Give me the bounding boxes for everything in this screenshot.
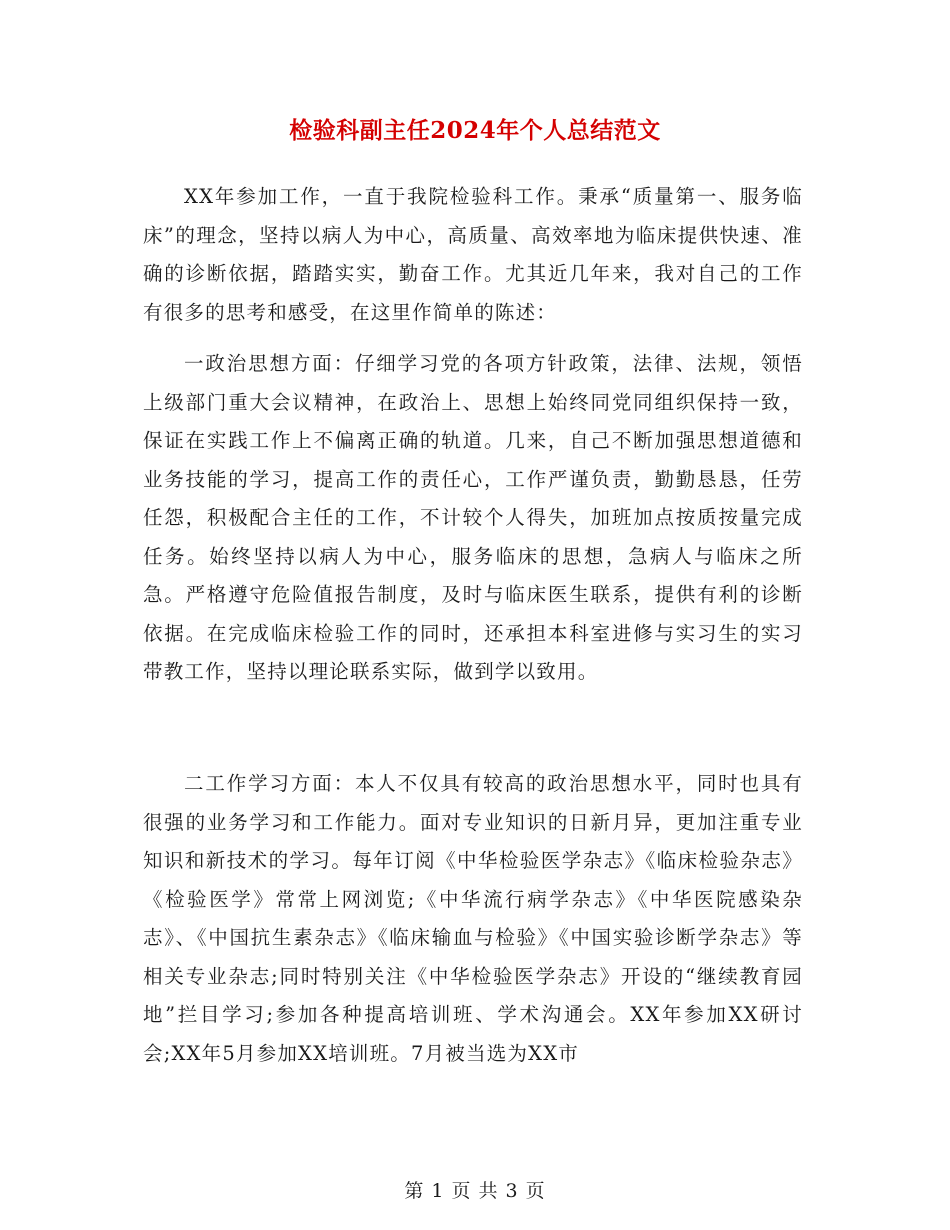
paragraph-work-study: 二工作学习方面：本人不仅具有较高的政治思想水平，同时也具有很强的业务学习和工作能力。面对专业知识的日新月异，更加注重专业知识和新技术的学习。每年订阅《中华检验医学杂志》《临床检验杂志》《检验医学》常常上网浏览;《中华流行病学杂志》《中华医院感染杂志》、《中国抗生素杂志》《临床输血与检验》《中国实验诊断学杂志》等相关专业杂志;同时特别关注《中华检验医学杂志》开设的“继续教育园地”拦目学习;参加各种提高培训班、学术沟通会。XX年参加XX研讨会;XX年5月参加XX培训班。7月被当选为XX市 <box>143 772 803 1065</box>
paragraph-political-thought: 一政治思想方面：仔细学习党的各项方针政策，法律、法规，领悟上级部门重大会议精神，在政治上、思想上始终同党同组织保持一致，保证在实践工作上不偏离正确的轨道。几来，自己不断加强思想道德和业务技能的学习，提高工作的责任心，工作严谨负责，勤勤恳恳，任劳任怨，积极配合主任的工作，不计较个人得失，加班加点按质按量完成任务。始终坚持以病人为中心，服务临床的思想，急病人与临床之所急。严格遵守危险值报告制度，及时与临床医生联系，提供有利的诊断依据。在完成临床检验工作的同时，还承担本科室进修与实习生的实习带教工作，坚持以理论联系实际，做到学以致用。 <box>143 352 803 683</box>
page-footer: 第 1 页 共 3 页 <box>404 1180 546 1202</box>
document-title: 检验科副主任2024年个人总结范文 <box>289 117 661 144</box>
paragraph-intro: XX年参加工作，一直于我院检验科工作。秉承“质量第一、服务临床”的理念，坚持以病人为中心，高质量、高效率地为临床提供快速、准确的诊断依据，踏踏实实，勤奋工作。尤其近几年来，我对自己的工作有很多的思考和感受，在这里作简单的陈述： <box>143 185 803 324</box>
